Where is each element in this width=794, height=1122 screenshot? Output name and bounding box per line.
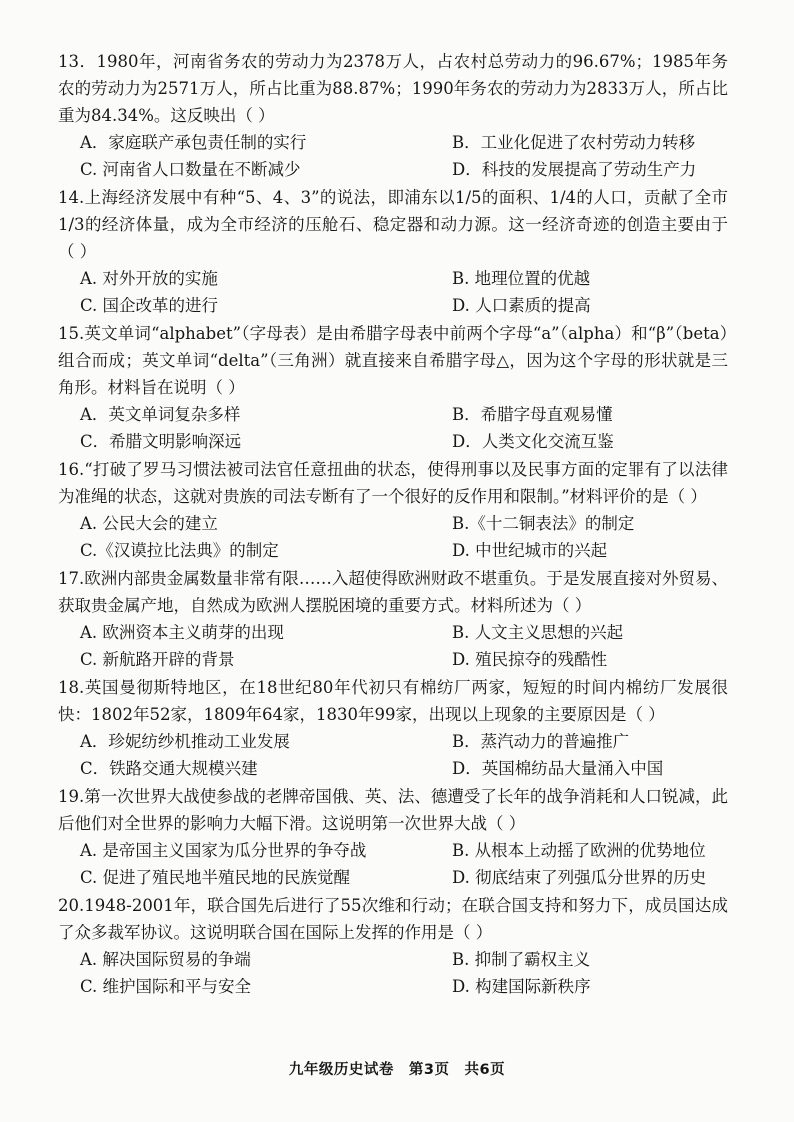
option-b: B．工业化促进了农村劳动力转移 <box>452 133 696 152</box>
option-c: C. 维护国际和平与安全 <box>80 977 252 996</box>
question-number: 16. <box>58 460 85 479</box>
question-14 <box>58 184 728 319</box>
question-16 <box>58 456 728 564</box>
option-a: A. 对外开放的实施 <box>80 269 218 288</box>
option-c: C. 国企改革的进行 <box>80 296 219 315</box>
option-c: C．希腊文明影响深远 <box>80 432 242 451</box>
option-b: B. 地理位置的优越 <box>452 269 591 288</box>
option-a: A. 欧洲资本主义萌芽的出现 <box>80 623 284 642</box>
question-20 <box>58 892 728 1000</box>
question-number: 14. <box>58 188 85 207</box>
options <box>80 837 728 891</box>
page-footer: 九年级历史试卷 第3页 共6页 <box>288 1062 506 1078</box>
options <box>80 129 728 183</box>
question-stem: 英国曼彻斯特地区，在18世纪80年代初只有棉纺厂两家，短短的时间内棉纺厂发展很快：1802年52家，1809年64家，1830年99家，出现以上现象的主要原因是（ ） <box>58 678 728 724</box>
question-number: 19. <box>58 787 85 806</box>
question-13 <box>58 48 728 183</box>
option-b: B．蒸汽动力的普遍推广 <box>452 732 630 751</box>
option-a: A. 是帝国主义国家为瓜分世界的争夺战 <box>80 841 367 860</box>
option-d: D. 构建国际新秩序 <box>452 977 591 996</box>
options <box>80 728 728 782</box>
question-stem: 英文单词“alphabet”（字母表）是由希腊字母表中前两个字母“a”（alpha）和“β”（beta）组合而成；英文单词“delta”（三角洲）就直接来自希腊字母△，因为这个字母的形状就是三角形。材料旨在说明（ ） <box>58 324 728 397</box>
options <box>80 619 728 673</box>
option-d: D. 人口素质的提高 <box>452 296 591 315</box>
option-a: A．英文单词复杂多样 <box>80 405 241 424</box>
option-c: C．铁路交通大规模兴建 <box>80 759 258 778</box>
option-b: B. 从根本上动摇了欧洲的优势地位 <box>452 841 706 860</box>
question-number: 13． <box>58 52 97 71</box>
option-a: A．珍妮纺纱机推动工业发展 <box>80 732 290 751</box>
option-d: D．人类文化交流互鉴 <box>452 432 614 451</box>
options <box>80 510 728 564</box>
option-b: B. 人文主义思想的兴起 <box>452 623 624 642</box>
option-d: D．英国棉纺品大量涌入中国 <box>452 759 664 778</box>
option-b: B. 抑制了霸权主义 <box>452 950 591 969</box>
question-number: 18. <box>58 678 85 697</box>
options <box>80 265 728 319</box>
options <box>80 946 728 1000</box>
question-stem: 第一次世界大战使参战的老牌帝国俄、英、法、德遭受了长年的战争消耗和人口锐减，此后他们对全世界的影响力大幅下滑。这说明第一次世界大战（ ） <box>58 787 728 833</box>
question-stem: 欧洲内部贵金属数量非常有限……入超使得欧洲财政不堪重负。于是发展直接对外贸易、获取贵金属产地，自然成为欧洲人摆脱困境的重要方式。材料所述为（ ） <box>58 569 728 615</box>
option-d: D. 殖民掠夺的残酷性 <box>452 650 608 669</box>
option-b: B．希腊字母直观易懂 <box>452 405 613 424</box>
option-a: A．家庭联产承包责任制的实行 <box>80 133 307 152</box>
question-15 <box>58 320 728 455</box>
question-number: 15. <box>58 324 85 343</box>
option-c: C. 新航路开辟的背景 <box>80 650 235 669</box>
option-d: D. 中世纪城市的兴起 <box>452 541 608 560</box>
question-number: 17. <box>58 569 85 588</box>
question-stem: 1948-2001年，联合国先后进行了55次维和行动；在联合国支持和努力下，成员国达成了众多裁军协议。这说明联合国在国际上发挥的作用是（ ） <box>58 896 728 942</box>
options <box>80 401 728 455</box>
option-c: C. 促进了殖民地半殖民地的民族觉醒 <box>80 868 351 887</box>
option-d: D. 彻底结束了列强瓜分世界的历史 <box>452 868 707 887</box>
question-number: 20. <box>58 896 85 915</box>
question-stem: “打破了罗马习惯法被司法官任意扭曲的状态，使得刑事以及民事方面的定罪有了以法律为准绳的状态，这就对贵族的司法专断有了一个很好的反作用和限制。”材料评价的是（ ） <box>58 460 728 506</box>
option-a: A. 公民大会的建立 <box>80 514 218 533</box>
question-18 <box>58 674 728 782</box>
question-stem: 1980年，河南省务农的劳动力为2378万人，占农村总劳动力的96.67%；1985年务农的劳动力为2571万人，所占比重为88.87%；1990年务农的劳动力为2833万人，所占比重为84.34%。这反映出（ ） <box>58 52 729 125</box>
question-19 <box>58 783 728 891</box>
option-c: C.《汉谟拉比法典》的制定 <box>80 541 279 560</box>
question-17 <box>58 565 728 673</box>
question-stem: 上海经济发展中有种“5、4、3”的说法，即浦东以1/5的面积、1/4的人口，贡献了全市1/3的经济体量，成为全市经济的压舱石、稳定器和动力源。这一经济奇迹的创造主要由于（ ） <box>58 188 728 261</box>
option-a: A. 解决国际贸易的争端 <box>80 950 251 969</box>
option-b: B.《十二铜表法》的制定 <box>452 514 635 533</box>
option-d: D．科技的发展提高了劳动生产力 <box>452 160 697 179</box>
option-c: C. 河南省人口数量在不断减少 <box>80 160 301 179</box>
